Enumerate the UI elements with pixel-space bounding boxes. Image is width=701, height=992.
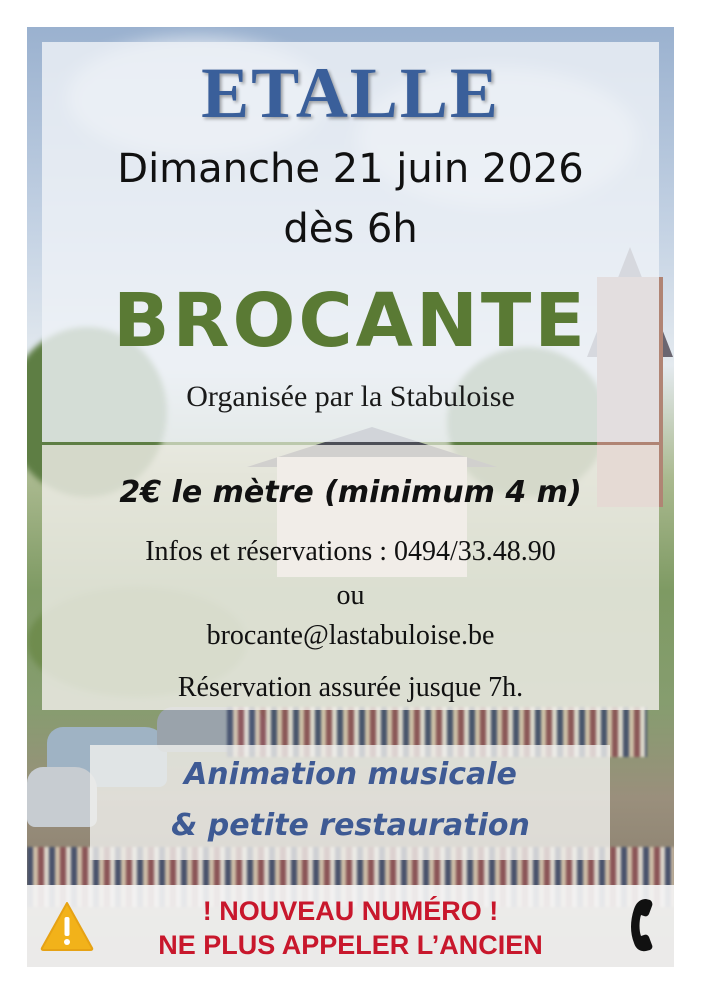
- organiser-text: Organisée par la Stabuloise: [186, 380, 515, 413]
- event-date: Dimanche 21 juin 2026: [117, 146, 584, 192]
- phone-handset-icon: [620, 895, 664, 955]
- animation-line-1: Animation musicale: [184, 757, 517, 792]
- event-time: dès 6h: [283, 206, 418, 252]
- price-text: 2€ le mètre (minimum 4 m): [119, 475, 582, 510]
- warning-line-1: ! NOUVEAU NUMÉRO !: [202, 896, 499, 926]
- event-title: BROCANTE: [113, 278, 588, 364]
- contact-or: ou: [336, 580, 365, 611]
- contact-phone: Infos et réservations : 0494/33.48.90: [145, 536, 556, 567]
- animation-line-2: & petite restauration: [171, 808, 530, 843]
- town-title: ETALLE: [201, 53, 500, 133]
- contact-email: brocante@lastabuloise.be: [206, 620, 495, 651]
- warning-line-2: NE PLUS APPELER L’ANCIEN: [158, 930, 543, 960]
- reservation-note: Réservation assurée jusque 7h.: [177, 672, 524, 703]
